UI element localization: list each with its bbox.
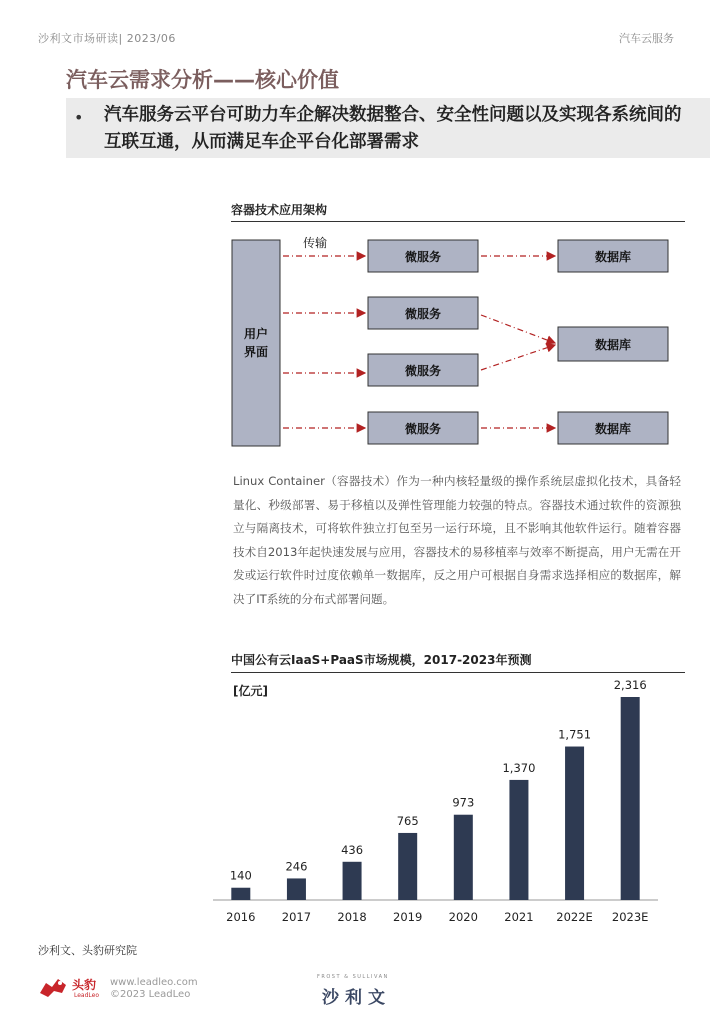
- microservice-label: 微服务: [404, 307, 442, 321]
- bar-value-label: 1,751: [558, 727, 592, 742]
- microservice-label: 微服务: [404, 422, 442, 436]
- header-topic-label: 汽车云服务: [619, 32, 674, 45]
- microservice-label: 微服务: [404, 250, 442, 264]
- footer-url: [110, 977, 198, 1001]
- transfer-label: 传输: [303, 236, 328, 250]
- bar-value-label: 765: [396, 813, 419, 828]
- x-tick-label: 2022E: [556, 910, 593, 924]
- bar-value-label: 973: [452, 795, 475, 810]
- footer-copyright: ©2023 LeadLeo: [110, 989, 191, 1000]
- x-tick-label: 2016: [226, 910, 256, 924]
- x-tick-label: 2019: [393, 910, 423, 924]
- bar-2020: [454, 815, 473, 900]
- page-title: 汽车云需求分析——核心价值: [66, 68, 339, 92]
- chart-title: 中国公有云IaaS+PaaS市场规模，2017-2023年预测: [231, 653, 532, 667]
- bar-2023E: [621, 697, 640, 900]
- bar-2022E: [565, 747, 584, 900]
- bullet-marker: •: [74, 108, 84, 127]
- bar-2021: [509, 780, 528, 900]
- header-report-label: 沙利文市场研读| 2023/06: [38, 32, 176, 45]
- database-label: 数据库: [594, 422, 632, 436]
- user-interface-label-line2: 界面: [243, 345, 269, 359]
- diagram-title: 容器技术应用架构: [231, 203, 328, 217]
- bar-2017: [287, 878, 306, 900]
- frost-sullivan-logo: 沙利文: [322, 988, 391, 1008]
- bar-2018: [343, 862, 362, 900]
- key-point-text: 汽车服务云平台可助力车企解决数据整合、安全性问题以及实现各系统间的互联互通，从而满足车企平台化部署需求: [104, 105, 682, 152]
- database-label: 数据库: [594, 338, 632, 352]
- leadleo-logo-icon: [38, 975, 70, 1001]
- frost-sullivan-wordmark: FROST & SULLIVAN: [317, 974, 389, 980]
- x-tick-label: 2020: [448, 910, 478, 924]
- footer-website: www.leadleo.com: [110, 977, 198, 988]
- source-note: 沙利文、头豹研究院: [38, 944, 137, 957]
- bar-value-label: 2,316: [613, 678, 647, 692]
- database-label: 数据库: [594, 250, 632, 264]
- bar-value-label: 140: [229, 868, 252, 883]
- x-tick-label: 2017: [281, 910, 312, 924]
- bar-value-label: 1,370: [502, 760, 536, 775]
- leadleo-logo-cn: 头豹: [72, 978, 97, 992]
- microservice-label: 微服务: [404, 364, 442, 378]
- bar-value-label: 246: [285, 859, 308, 874]
- bar-2016: [231, 888, 250, 900]
- bar-2019: [398, 833, 417, 900]
- user-interface-label-line1: 用户: [243, 327, 269, 341]
- x-tick-label: 2023E: [611, 910, 649, 924]
- x-tick-label: 2018: [337, 910, 367, 924]
- x-tick-label: 2021: [504, 910, 534, 924]
- bar-value-label: 436: [341, 842, 364, 857]
- chart-unit-label: [亿元]: [233, 684, 268, 698]
- leadleo-logo-en: LeadLeo: [74, 992, 100, 999]
- container-tech-paragraph: Linux Container（容器技术）作为一种内核轻量级的操作系统层虚拟化技术，具备轻量化、秒级部署、易于移植以及弹性管理能力较强的特点。容器技术通过软件的资源独立与隔离技术，可将软件独立打包至另一运行环境，且不影响其他软件运行。随着容器技术自2013年起快速发展与应用，容器技术的易移植率与效率不断提高，用户无需在开发或运行软件时过度依赖单一数据库，反之用户可根据自身需求选择相应的数据库，解决了IT系统的分布式部署问题。: [233, 474, 681, 606]
